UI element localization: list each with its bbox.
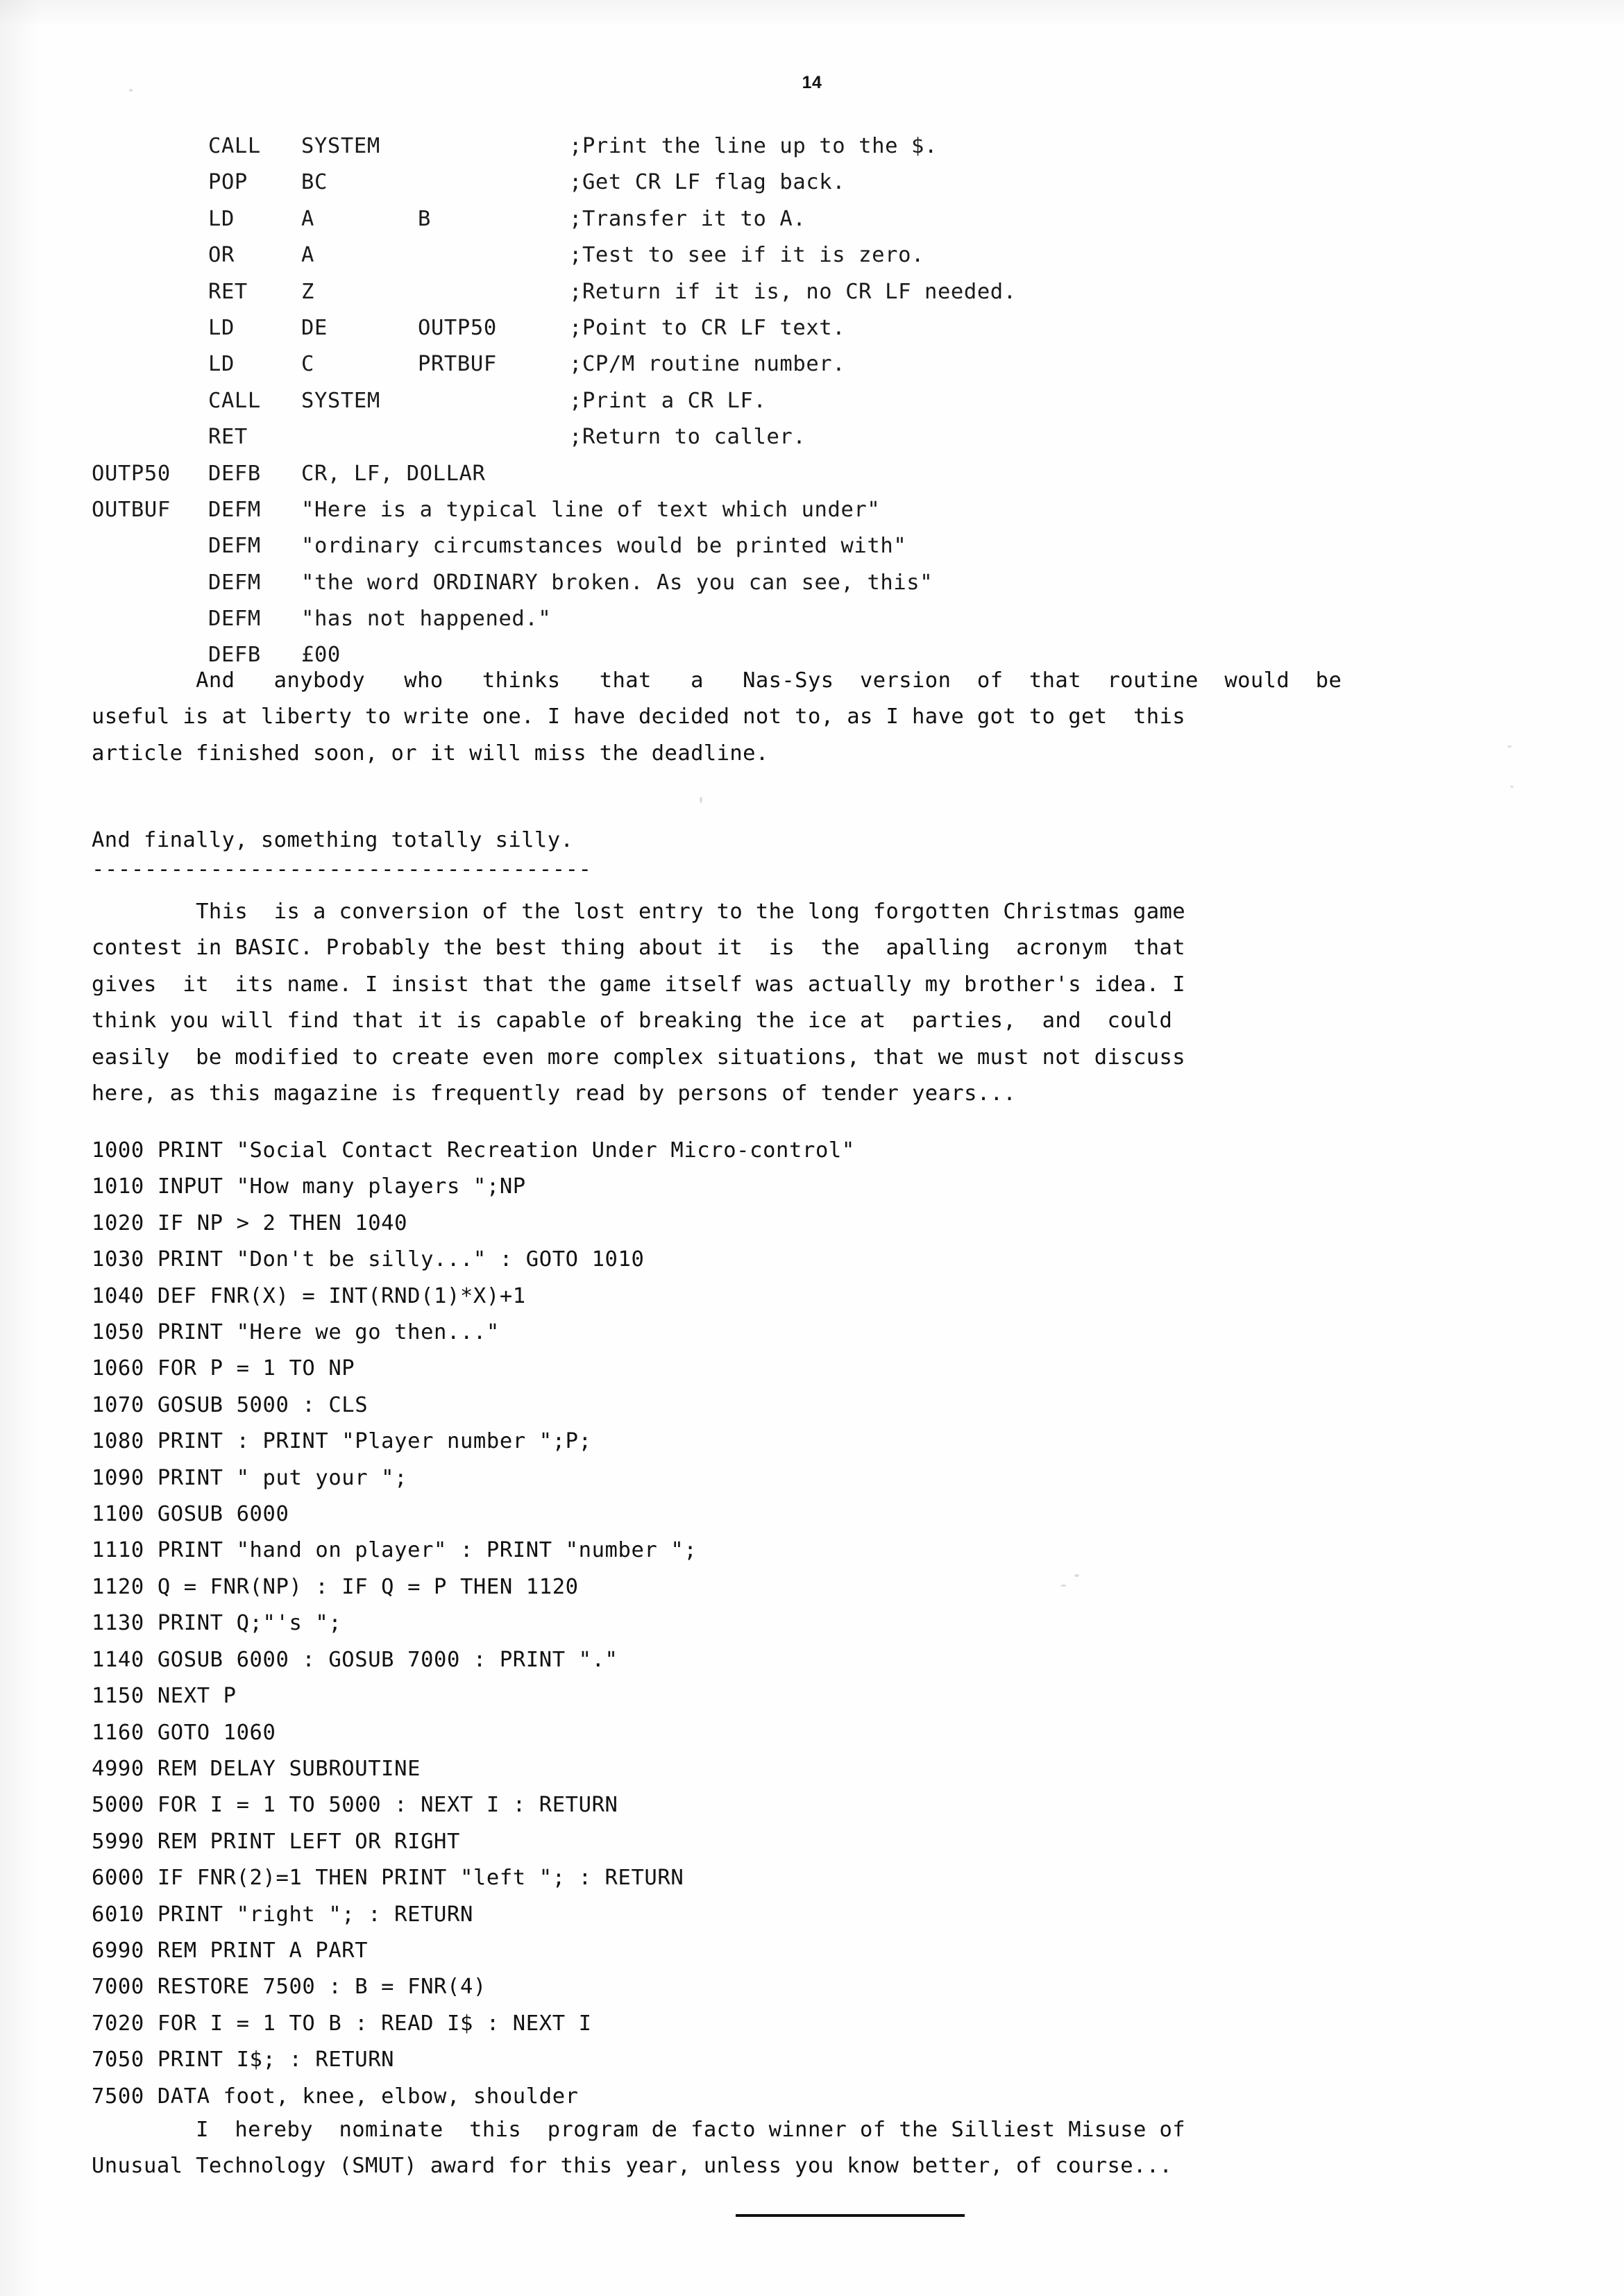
basic-listing-line: 1030 PRINT "Don't be silly..." : GOTO 1010 [92,1247,645,1272]
paragraph-intro [92,894,1473,1112]
assembly-operand-1: A [301,206,314,231]
basic-listing-line: 1130 PRINT Q;"'s "; [92,1611,342,1636]
assembly-operand-text: "has not happened." [301,607,552,632]
basic-listing-line: 6000 IF FNR(2)=1 THEN PRINT "left "; : RETURN [92,1866,684,1891]
assembly-operand-2: OUTP50 [418,315,497,340]
paragraph-line: article finished soon, or it will miss the deadline. [92,741,769,766]
assembly-comment: ;Test to see if it is zero. [569,243,924,268]
assembly-row [92,128,1410,164]
assembly-opcode: LD [208,352,235,377]
paragraph-line: contest in BASIC. Probably the best thing about it is the apalling acronym that [92,936,1186,961]
assembly-comment: ;Print a CR LF. [569,388,767,413]
assembly-opcode: DEFM [208,534,261,559]
assembly-comment: ;Get CR LF flag back. [569,170,846,195]
basic-listing-line: 7000 RESTORE 7500 : B = FNR(4) [92,1975,487,2000]
basic-listing-line: 1100 GOSUB 6000 [92,1502,289,1527]
basic-listing-line: 1120 Q = FNR(NP) : IF Q = P THEN 1120 [92,1574,579,1599]
assembly-listing [92,128,1410,674]
assembly-comment: ;Return to caller. [569,425,806,450]
assembly-row [92,492,1410,528]
assembly-opcode: DEFB [208,643,261,668]
scan-speck [1060,1585,1067,1587]
assembly-operand-1: Z [301,279,314,304]
assembly-opcode: CALL [208,388,261,413]
scan-edge-shading-left [0,0,40,2296]
paragraph-line: Unusual Technology (SMUT) award for this year, unless you know better, of course... [92,2154,1173,2179]
scan-edge-shading-top [0,0,1624,28]
assembly-row [92,565,1410,601]
assembly-operand-text: £00 [301,643,341,668]
assembly-row [92,201,1410,237]
assembly-operand-2: PRTBUF [418,352,497,377]
assembly-row [92,237,1410,273]
paragraph-line: useful is at liberty to write one. I have decided not to, as I have got to get this [92,704,1186,729]
assembly-comment: ;Print the line up to the $. [569,134,938,158]
basic-listing-line: 1080 PRINT : PRINT "Player number ";P; [92,1429,592,1454]
assembly-comment: ;CP/M routine number. [569,352,846,377]
dashed-separator: -------------------------------------- [92,857,592,881]
assembly-comment: ;Return if it is, no CR LF needed. [569,279,1017,304]
assembly-operand-1: DE [301,315,328,340]
footer-rule [736,2214,965,2217]
paragraph-line: And anybody who thinks that a Nas-Sys version of that routine would be [92,668,1342,693]
assembly-label: OUTBUF [92,497,171,522]
assembly-opcode: POP [208,170,248,195]
basic-listing-line: 1160 GOTO 1060 [92,1720,276,1745]
finally-heading-block [92,822,573,859]
basic-listing-line: 1070 GOSUB 5000 : CLS [92,1392,369,1417]
scan-speck [1507,745,1512,748]
basic-listing-line: 7020 FOR I = 1 TO B : READ I$ : NEXT I [92,2011,592,2036]
assembly-row [92,164,1410,201]
assembly-operand-2: B [418,206,431,231]
paragraph-line: here, as this magazine is frequently read by persons of tender years... [92,1081,1017,1106]
assembly-opcode: DEFB [208,461,261,486]
basic-listing-line: 6010 PRINT "right "; : RETURN [92,1902,473,1927]
assembly-operand-text: "Here is a typical line of text which under" [301,497,881,522]
assembly-operand-1: C [301,352,314,377]
assembly-row [92,528,1410,564]
basic-listing-line: 1150 NEXT P [92,1684,237,1709]
paragraph-line: This is a conversion of the lost entry to the long forgotten Christmas game [92,900,1186,924]
basic-listing-line: 5990 REM PRINT LEFT OR RIGHT [92,1829,460,1854]
basic-listing-line: 1000 PRINT "Social Contact Recreation Under Micro-control" [92,1138,855,1163]
basic-listing-line: 7500 DATA foot, knee, elbow, shoulder [92,2084,579,2109]
basic-listing-line: 1040 DEF FNR(X) = INT(RND(1)*X)+1 [92,1283,526,1308]
assembly-opcode: DEFM [208,570,261,595]
paragraph-nassys [92,663,1452,772]
basic-listing-line: 4990 REM DELAY SUBROUTINE [92,1756,421,1781]
paragraph-line: think you will find that it is capable of breaking the ice at parties, and could [92,1008,1173,1033]
paragraph-line: gives it its name. I insist that the game itself was actually my brother's idea. I [92,972,1186,997]
basic-listing-line: 7050 PRINT I$; : RETURN [92,2048,395,2073]
basic-listing-line: 1020 IF NP > 2 THEN 1040 [92,1210,408,1235]
basic-listing-line: 1010 INPUT "How many players ";NP [92,1174,526,1199]
basic-listing-line: 1110 PRINT "hand on player" : PRINT "number "; [92,1538,697,1563]
assembly-opcode: OR [208,243,235,268]
basic-listing-line: 1060 FOR P = 1 TO NP [92,1356,355,1381]
assembly-operand-1: A [301,243,314,268]
assembly-comment: ;Transfer it to A. [569,206,806,231]
scan-speck [700,797,702,803]
assembly-comment: ;Point to CR LF text. [569,315,846,340]
assembly-row [92,310,1410,346]
assembly-row [92,419,1410,455]
basic-program-listing [92,1133,855,2115]
assembly-opcode: LD [208,315,235,340]
assembly-row [92,456,1410,492]
paragraph-closing [92,2112,1473,2185]
basic-listing-line: 1090 PRINT " put your "; [92,1465,408,1490]
paragraph-line: I hereby nominate this program de facto winner of the Silliest Misuse of [92,2118,1186,2142]
paragraph-line: easily be modified to create even more complex situations, that we must not discuss [92,1045,1186,1070]
scan-speck [129,89,133,92]
assembly-opcode: CALL [208,134,261,158]
assembly-opcode: RET [208,425,248,450]
basic-listing-line: 6990 REM PRINT A PART [92,1938,369,1963]
page-number: 14 [802,73,822,92]
assembly-operand-text: "the word ORDINARY broken. As you can see, this" [301,570,933,595]
assembly-operand-text: CR, LF, DOLLAR [301,461,486,486]
assembly-row [92,274,1410,310]
scan-speck [1510,786,1514,788]
assembly-row [92,383,1410,419]
assembly-opcode: LD [208,206,235,231]
assembly-label: OUTP50 [92,461,171,486]
assembly-row [92,601,1410,637]
assembly-opcode: DEFM [208,497,261,522]
basic-listing-line: 1050 PRINT "Here we go then..." [92,1320,500,1345]
scan-speck [1074,1574,1079,1577]
assembly-operand-1: SYSTEM [301,388,380,413]
basic-listing-line: 5000 FOR I = 1 TO 5000 : NEXT I : RETURN [92,1793,618,1818]
finally-heading: And finally, something totally silly. [92,828,574,852]
assembly-operand-1: BC [301,170,328,195]
assembly-opcode: RET [208,279,248,304]
assembly-operand-text: "ordinary circumstances would be printed with" [301,534,907,559]
assembly-opcode: DEFM [208,607,261,632]
assembly-row [92,346,1410,382]
assembly-operand-1: SYSTEM [301,134,380,158]
basic-listing-line: 1140 GOSUB 6000 : GOSUB 7000 : PRINT "." [92,1647,618,1672]
